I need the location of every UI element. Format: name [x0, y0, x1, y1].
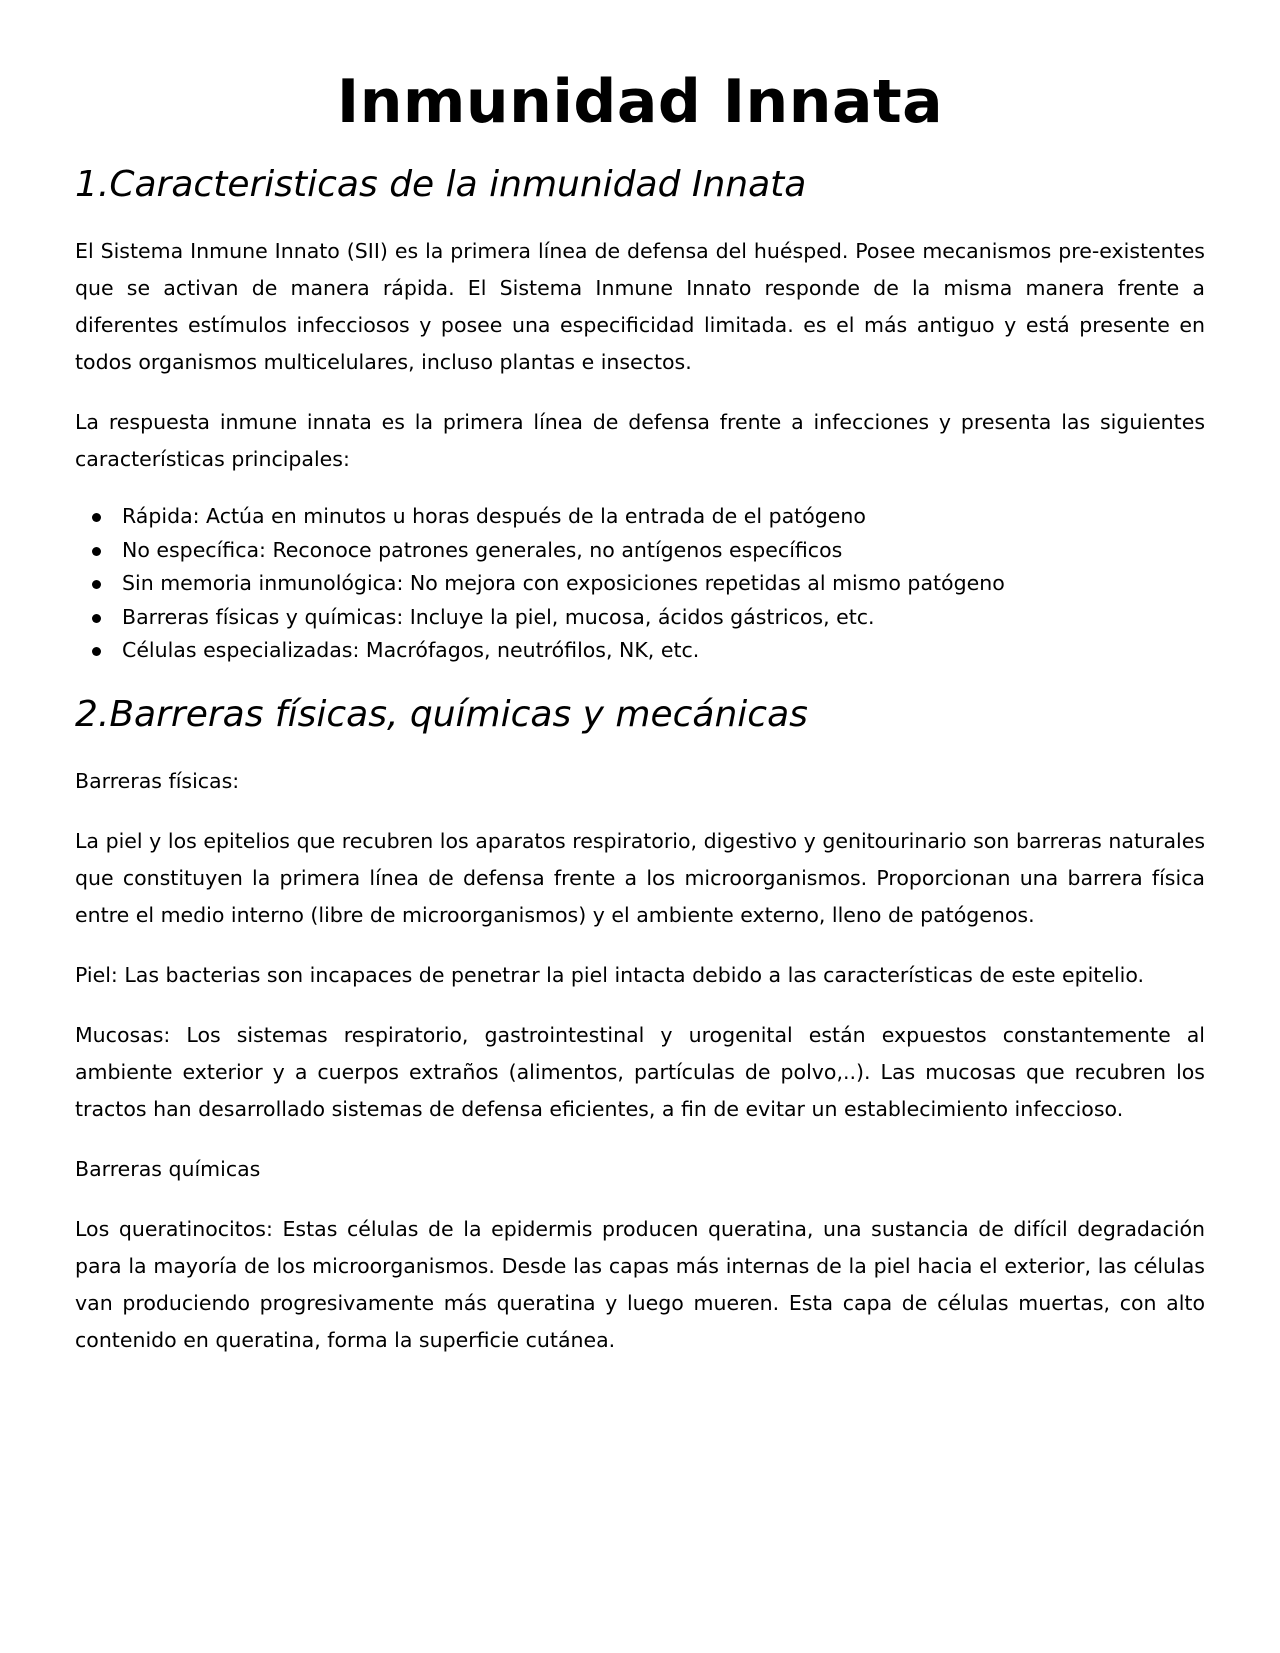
list-item: Rápida: Actúa en minutos u horas después de la entrada de el patógeno — [122, 500, 1205, 534]
subheading-barreras-fisicas: Barreras físicas: — [75, 768, 240, 793]
list-item: Sin memoria inmunológica: No mejora con exposiciones repetidas al mismo patógeno — [122, 567, 1205, 601]
paragraph: Mucosas: Los sistemas respiratorio, gastrointestinal y urogenital están expuestos constantemente al ambiente exterior y a cuerpos extraños (alimentos, partículas de polvo,..). Las mucosas que recubren los tractos han desarrollado sistemas de defensa eficientes, a fin de evitar un establecimiento infeccioso. — [75, 1022, 1205, 1121]
paragraph: La piel y los epitelios que recubren los aparatos respiratorio, digestivo y genitourinario son barreras naturales que constituyen la primera línea de defensa frente a los microorganismos. Proporcionan una barrera física entre el medio interno (libre de microorganismos) y el ambiente externo, lleno de patógenos. — [75, 828, 1205, 927]
list-item: Células especializadas: Macrófagos, neutrófilos, NK, etc. — [122, 634, 1205, 668]
document-title: Inmunidad Innata — [336, 67, 944, 137]
characteristics-list — [75, 500, 1205, 668]
section-heading-barreras: 2.Barreras físicas, químicas y mecánicas — [75, 693, 808, 735]
paragraph: La respuesta inmune innata es la primera línea de defensa frente a infecciones y presenta las siguientes características principales: — [75, 410, 1205, 471]
paragraph: El Sistema Inmune Innato (SII) es la primera línea de defensa del huésped. Posee mecanismos pre-existentes que se activan de manera rápida. El Sistema Inmune Innato responde de la misma manera frente a diferentes estímulos infecciosos y posee una especificidad limitada. es el más antiguo y está presente en todos organismos multicelulares, incluso plantas e insectos. — [75, 239, 1205, 374]
paragraph: Los queratinocitos: Estas células de la epidermis producen queratina, una sustancia de difícil degradación para la mayoría de los microorganismos. Desde las capas más internas de la piel hacia el exterior, las células van produciendo progresivamente más queratina y luego mueren. Esta capa de células muertas, con alto contenido en queratina, forma la superficie cutánea. — [75, 1216, 1205, 1352]
subheading-barreras-quimicas: Barreras químicas — [75, 1156, 261, 1181]
list-item: Barreras físicas y químicas: Incluye la piel, mucosa, ácidos gástricos, etc. — [122, 601, 1205, 635]
list-item: No específica: Reconoce patrones generales, no antígenos específicos — [122, 534, 1205, 568]
paragraph: Piel: Las bacterias son incapaces de penetrar la piel intacta debido a las características de este epitelio. — [75, 962, 1145, 987]
section-heading-caracteristicas: 1.Caracteristicas de la inmunidad Innata — [75, 164, 807, 205]
